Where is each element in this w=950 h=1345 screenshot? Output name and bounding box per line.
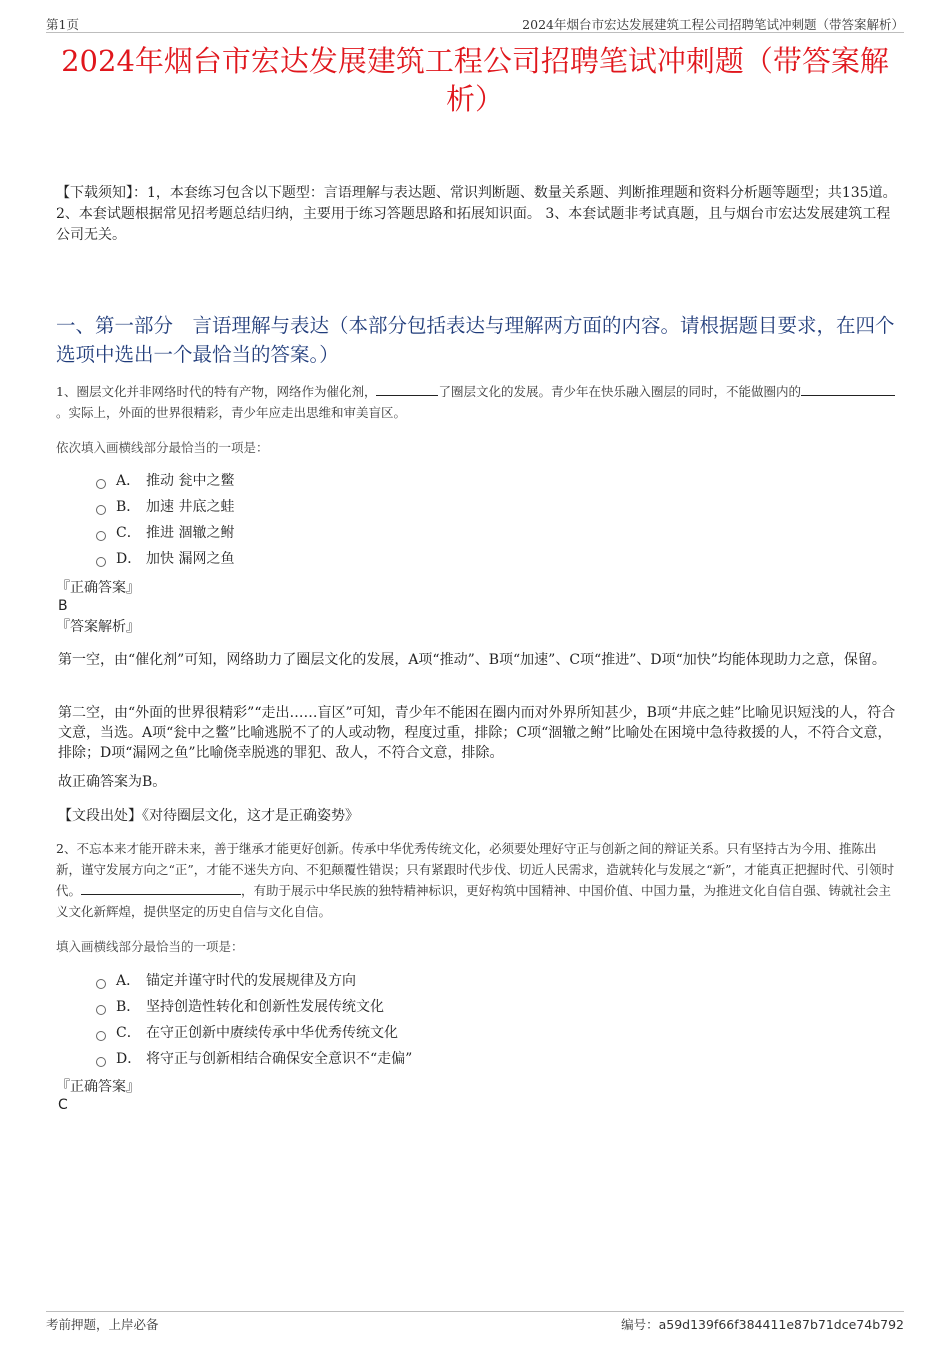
correct-answer-label: 『正确答案』	[56, 580, 140, 596]
fill-blank	[376, 381, 438, 396]
option-a[interactable]: A． 推动 瓮中之鳖	[96, 468, 234, 494]
analysis-paragraph: 第二空，由“外面的世界很精彩”“走出……盲区”可知，青少年不能困在圈内而对外界所知甚少，B项“井底之蛙”比喻见识短浅的人，符合文意，当选。A项“瓮中之鳖”比喻逃脱不了的人或动物，程度过重，排除；C项“涸辙之鲋”比喻处在困境中急待救援的人，不符合文意，排除；D项“漏网之鱼”比喻侥幸脱逃的罪犯、敌人，不符合文意，排除。	[58, 705, 896, 761]
correct-answer-label: 『正确答案』	[56, 1079, 140, 1095]
option-a[interactable]: A． 锚定并谨守时代的发展规律及方向	[96, 968, 412, 994]
radio-icon[interactable]	[96, 531, 106, 541]
fill-blank	[801, 381, 895, 396]
section-heading: 一、第一部分 言语理解与表达（本部分包括表达与理解两方面的内容。请根据题目要求，在四个选项中选出一个最恰当的答案。）	[56, 314, 895, 366]
option-b[interactable]: B． 坚持创造性转化和创新性发展传统文化	[96, 994, 412, 1020]
page-number: 第1页	[46, 17, 79, 32]
radio-icon[interactable]	[96, 479, 106, 489]
question-2-prompt: 填入画横线部分最恰当的一项是：	[56, 939, 244, 954]
question-2-text: 2、不忘本来才能开辟未来，善于继承才能更好创新。传承中华优秀传统文化，必须要处理好守正与创新之间的辩证关系。只有坚持古为今用、推陈出新，谨守发展方向之“正”，才能不迷失方向、不犯颠覆性错误；只有紧跟时代步伐、切近人民需求，造就转化与发展之“新”，才能真正把握时代、引领时代。 ，有助于展示中华民族的独特精神标识，更好构筑中国精神、中国价值、中国力量，为推进文化自信自强、铸就社会主义文化新辉煌，提供坚定的历史自信与文化自信。	[56, 841, 895, 919]
page-footer	[46, 1311, 904, 1332]
analysis-label: 『答案解析』	[56, 619, 140, 635]
analysis-conclusion: 故正确答案为B。	[58, 774, 167, 790]
source-citation: 【文段出处】《对待圈层文化，这才是正确姿势》	[58, 808, 359, 824]
radio-icon[interactable]	[96, 1005, 106, 1015]
question-1-text: 1、圈层文化并非网络时代的特有产物，网络作为催化剂， 了圈层文化的发展。青少年在快乐融入圈层的同时，不能做圈内的。实际上，外面的世界很精彩，青少年应走出思维和审美盲区。	[56, 381, 898, 423]
option-c[interactable]: C． 在守正创新中赓续传承中华优秀传统文化	[96, 1020, 412, 1046]
radio-icon[interactable]	[96, 505, 106, 515]
header-doc-title: 2024年烟台市宏达发展建筑工程公司招聘笔试冲刺题（带答案解析）	[522, 17, 904, 32]
correct-answer: C	[58, 1097, 68, 1113]
analysis-paragraph: 第一空，由“催化剂”可知，网络助力了圈层文化的发展，A项“推动”、B项“加速”、C项“推进”、D项“加快”均能体现助力之意，保留。	[58, 652, 886, 668]
document-code: 编号：a59d139f66f384411e87b71dce74b792	[621, 1317, 904, 1332]
page-header	[46, 14, 904, 33]
question-1-options	[96, 468, 234, 572]
radio-icon[interactable]	[96, 557, 106, 567]
page-title: 2024年烟台市宏达发展建筑工程公司招聘笔试冲刺题（带答案解析）	[61, 44, 889, 116]
radio-icon[interactable]	[96, 1031, 106, 1041]
footer-slogan: 考前押题，上岸必备	[46, 1317, 159, 1332]
question-1-prompt: 依次填入画横线部分最恰当的一项是：	[56, 440, 269, 455]
correct-answer: B	[58, 598, 68, 614]
option-d[interactable]: D． 将守正与创新相结合确保安全意识不“走偏”	[96, 1046, 412, 1072]
option-d[interactable]: D． 加快 漏网之鱼	[96, 546, 234, 572]
option-c[interactable]: C． 推进 涸辙之鲋	[96, 520, 234, 546]
question-2-options	[96, 968, 412, 1072]
radio-icon[interactable]	[96, 979, 106, 989]
option-b[interactable]: B． 加速 井底之蛙	[96, 494, 234, 520]
download-notice: 【下载须知】：1，本套练习包含以下题型：言语理解与表达题、常识判断题、数量关系题、判断推理题和资料分析题等题型；共135道。 2、本套试题根据常见招考题总结归纳，主要用于练习答题思路和拓展知识面。 3、本套试题非考试真题，且与烟台市宏达发展建筑工程公司无关。	[56, 185, 897, 243]
fill-blank	[81, 880, 241, 895]
radio-icon[interactable]	[96, 1057, 106, 1067]
